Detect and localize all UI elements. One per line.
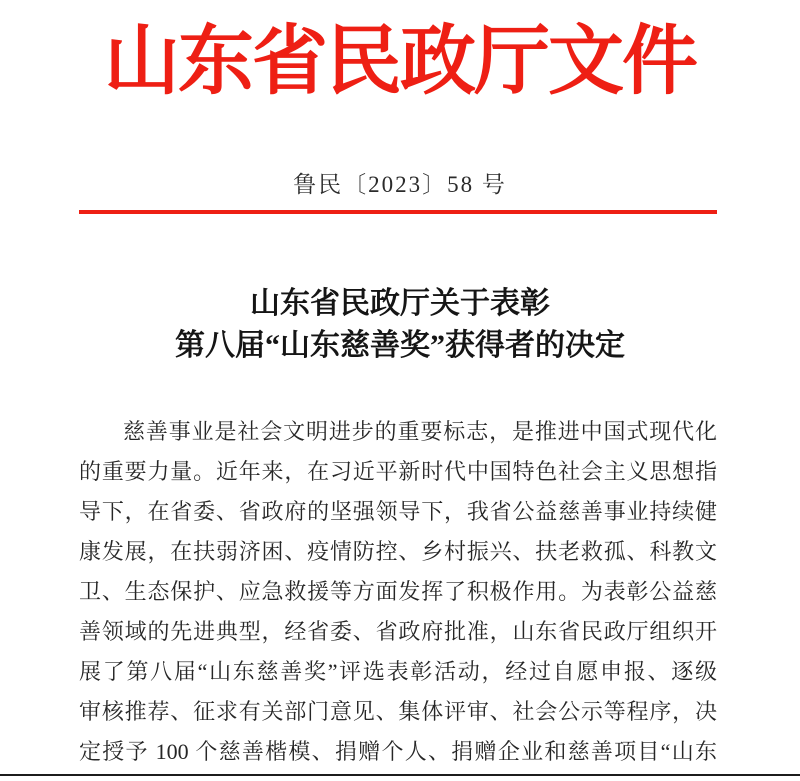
body-line: 康发展，在扶弱济困、疫情防控、乡村振兴、扶老救孤、科教文 bbox=[79, 539, 717, 564]
body-line: 审核推荐、征求有关部门意见、集体评审、社会公示等程序，决 bbox=[79, 699, 717, 724]
document-number: 鲁民〔2023〕58 号 bbox=[293, 172, 507, 197]
body-line: 善领域的先进典型，经省委、省政府批准，山东省民政厅组织开 bbox=[79, 619, 717, 644]
body-line: 导下，在省委、省政府的坚强领导下，我省公益慈善事业持续健 bbox=[79, 499, 717, 524]
document-body bbox=[79, 412, 717, 772]
body-line: 展了第八届“山东慈善奖”评选表彰活动，经过自愿申报、逐级 bbox=[79, 659, 717, 684]
red-divider-line bbox=[79, 210, 717, 214]
body-line: 定授予 100 个慈善楷模、捐赠个人、捐赠企业和慈善项目“山东 bbox=[79, 739, 717, 764]
body-line: 的重要力量。近年来，在习近平新时代中国特色社会主义思想指 bbox=[79, 459, 717, 484]
body-line: 慈善事业是社会文明进步的重要标志，是推进中国式现代化 bbox=[123, 419, 717, 444]
agency-header-title: 山东省民政厅文件 bbox=[104, 20, 696, 104]
body-line: 卫、生态保护、应急救援等方面发挥了积极作用。为表彰公益慈 bbox=[79, 579, 717, 604]
page-bottom-edge-line bbox=[0, 774, 800, 776]
document-title bbox=[0, 283, 800, 367]
document-title-line1: 山东省民政厅关于表彰 bbox=[250, 287, 550, 320]
document-title-line2: 第八届“山东慈善奖”获得者的决定 bbox=[175, 329, 625, 362]
